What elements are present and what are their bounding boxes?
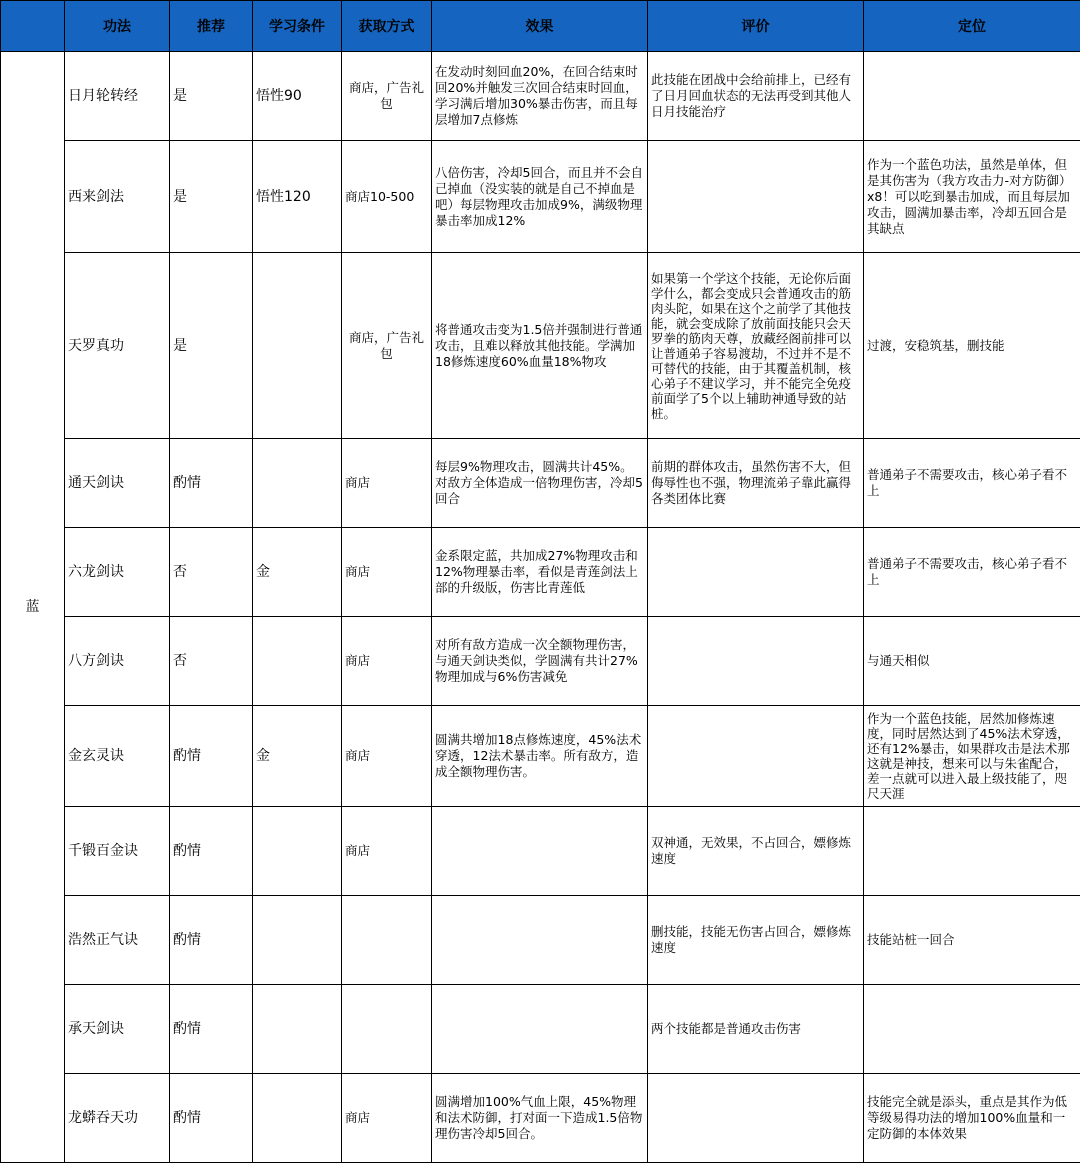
source-cell: 商店 bbox=[342, 439, 432, 528]
header-grade bbox=[1, 1, 65, 52]
source-cell: 商店，广告礼包 bbox=[342, 52, 432, 141]
header-row bbox=[1, 1, 1080, 52]
header-effect: 效果 bbox=[432, 1, 648, 52]
review-cell: 双神通，无效果，不占回合，嫖修炼速度 bbox=[648, 807, 864, 896]
recommend-cell: 酌情 bbox=[170, 1074, 253, 1163]
table-row bbox=[1, 706, 1080, 807]
effect-cell: 将普通攻击变为1.5倍并强制进行普通攻击，且难以释放其他技能。学满加18修炼速度60%血量18%物攻 bbox=[432, 253, 648, 439]
recommend-cell: 酌情 bbox=[170, 439, 253, 528]
recommend-cell: 否 bbox=[170, 617, 253, 706]
position-cell: 作为一个蓝色功法，虽然是单体，但是其伤害为（我方攻击力-对方防御）x8！可以吃到暴击加成，而且每层加攻击，圆满加暴击率，冷却五回合是其缺点 bbox=[864, 141, 1080, 253]
source-cell bbox=[342, 896, 432, 985]
effect-cell bbox=[432, 985, 648, 1074]
header-name: 功法 bbox=[65, 1, 170, 52]
skill-name: 日月轮转经 bbox=[65, 52, 170, 141]
source-cell: 商店，广告礼包 bbox=[342, 253, 432, 439]
skill-name: 浩然正气诀 bbox=[65, 896, 170, 985]
review-cell bbox=[648, 528, 864, 617]
condition-cell bbox=[253, 253, 342, 439]
effect-cell: 对所有敌方造成一次全额物理伤害，与通天剑诀类似，学圆满有共计27%物理加成与6%伤害减免 bbox=[432, 617, 648, 706]
table-row bbox=[1, 807, 1080, 896]
table-row bbox=[1, 1074, 1080, 1163]
table-row bbox=[1, 985, 1080, 1074]
position-cell bbox=[864, 52, 1080, 141]
skill-name: 金玄灵诀 bbox=[65, 706, 170, 807]
source-cell: 商店 bbox=[342, 706, 432, 807]
condition-cell bbox=[253, 1074, 342, 1163]
review-cell bbox=[648, 141, 864, 253]
header-review: 评价 bbox=[648, 1, 864, 52]
review-cell: 如果第一个学这个技能，无论你后面学什么，都会变成只会普通攻击的筋肉头陀，如果在这个之前学了其他技能，就会变成除了放前面技能只会天罗拳的筋肉天尊，放藏经阁前排可以让普通弟子容易渡劫，不过并不是不可替代的技能，由于其覆盖机制，核心弟子不建议学习，并不能完全免疫前面学了5个以上辅助神通导致的站桩。 bbox=[648, 253, 864, 439]
skill-name: 千锻百金诀 bbox=[65, 807, 170, 896]
skill-name: 六龙剑诀 bbox=[65, 528, 170, 617]
skill-name: 西来剑法 bbox=[65, 141, 170, 253]
position-cell: 普通弟子不需要攻击，核心弟子看不上 bbox=[864, 439, 1080, 528]
review-cell: 删技能，技能无伤害占回合，嫖修炼速度 bbox=[648, 896, 864, 985]
condition-cell: 悟性120 bbox=[253, 141, 342, 253]
effect-cell: 圆满增加100%气血上限，45%物理和法术防御，打对面一下造成1.5倍物理伤害冷却5回合。 bbox=[432, 1074, 648, 1163]
table-row bbox=[1, 617, 1080, 706]
effect-cell: 圆满共增加18点修炼速度，45%法术穿透，12法术暴击率。所有敌方，造成全额物理伤害。 bbox=[432, 706, 648, 807]
position-cell: 过渡，安稳筑基，删技能 bbox=[864, 253, 1080, 439]
effect-cell bbox=[432, 896, 648, 985]
recommend-cell: 是 bbox=[170, 52, 253, 141]
header-recommend: 推荐 bbox=[170, 1, 253, 52]
grade-cell: 蓝 bbox=[1, 52, 65, 1163]
recommend-cell: 酌情 bbox=[170, 896, 253, 985]
effect-cell: 在发动时刻回血20%，在回合结束时回20%并触发三次回合结束时回血，学习满后增加30%暴击伤害，而且每层增加7点修炼 bbox=[432, 52, 648, 141]
condition-cell bbox=[253, 807, 342, 896]
condition-cell bbox=[253, 985, 342, 1074]
source-cell bbox=[342, 985, 432, 1074]
skill-name: 天罗真功 bbox=[65, 253, 170, 439]
effect-cell bbox=[432, 807, 648, 896]
table-row bbox=[1, 528, 1080, 617]
skill-name: 通天剑诀 bbox=[65, 439, 170, 528]
source-cell: 商店10-500 bbox=[342, 141, 432, 253]
recommend-cell: 否 bbox=[170, 528, 253, 617]
skill-name: 八方剑诀 bbox=[65, 617, 170, 706]
recommend-cell: 酌情 bbox=[170, 985, 253, 1074]
review-cell bbox=[648, 1074, 864, 1163]
position-cell: 普通弟子不需要攻击，核心弟子看不上 bbox=[864, 528, 1080, 617]
skill-name: 龙蟒吞天功 bbox=[65, 1074, 170, 1163]
source-cell: 商店 bbox=[342, 528, 432, 617]
position-cell: 技能站桩一回合 bbox=[864, 896, 1080, 985]
review-cell: 此技能在团战中会给前排上，已经有了日月回血状态的无法再受到其他人日月技能治疗 bbox=[648, 52, 864, 141]
position-cell: 与通天相似 bbox=[864, 617, 1080, 706]
recommend-cell: 酌情 bbox=[170, 807, 253, 896]
position-cell: 技能完全就是添头，重点是其作为低等级易得功法的增加100%血量和一定防御的本体效果 bbox=[864, 1074, 1080, 1163]
table-row bbox=[1, 52, 1080, 141]
review-cell bbox=[648, 706, 864, 807]
review-cell: 前期的群体攻击，虽然伤害不大，但侮辱性也不强，物理流弟子靠此赢得各类团体比赛 bbox=[648, 439, 864, 528]
condition-cell: 悟性90 bbox=[253, 52, 342, 141]
table-row bbox=[1, 141, 1080, 253]
condition-cell: 金 bbox=[253, 706, 342, 807]
source-cell: 商店 bbox=[342, 617, 432, 706]
source-cell: 商店 bbox=[342, 807, 432, 896]
effect-cell: 每层9%物理攻击，圆满共计45%。对敌方全体造成一倍物理伤害，冷却5回合 bbox=[432, 439, 648, 528]
table-row bbox=[1, 439, 1080, 528]
position-cell bbox=[864, 807, 1080, 896]
table-row bbox=[1, 253, 1080, 439]
table-row bbox=[1, 896, 1080, 985]
effect-cell: 金系限定蓝，共加成27%物理攻击和12%物理暴击率，看似是青莲剑法上部的升级版，伤害比青莲低 bbox=[432, 528, 648, 617]
recommend-cell: 是 bbox=[170, 141, 253, 253]
review-cell bbox=[648, 617, 864, 706]
review-cell: 两个技能都是普通攻击伤害 bbox=[648, 985, 864, 1074]
condition-cell bbox=[253, 617, 342, 706]
condition-cell bbox=[253, 439, 342, 528]
recommend-cell: 酌情 bbox=[170, 706, 253, 807]
header-source: 获取方式 bbox=[342, 1, 432, 52]
position-cell: 作为一个蓝色技能，居然加修炼速度，同时居然达到了45%法术穿透，还有12%暴击，如果群攻击是法术那这就是神技，想来可以与朱雀配合，差一点就可以进入最上级技能了，咫尺天涯 bbox=[864, 706, 1080, 807]
skill-name: 承天剑诀 bbox=[65, 985, 170, 1074]
condition-cell bbox=[253, 896, 342, 985]
effect-cell: 八倍伤害，冷却5回合，而且并不会自己掉血（没实装的就是自己不掉血是吧）每层物理攻击加成9%，满级物理暴击率加成12% bbox=[432, 141, 648, 253]
position-cell bbox=[864, 985, 1080, 1074]
header-position: 定位 bbox=[864, 1, 1080, 52]
recommend-cell: 是 bbox=[170, 253, 253, 439]
source-cell: 商店 bbox=[342, 1074, 432, 1163]
header-condition: 学习条件 bbox=[253, 1, 342, 52]
condition-cell: 金 bbox=[253, 528, 342, 617]
